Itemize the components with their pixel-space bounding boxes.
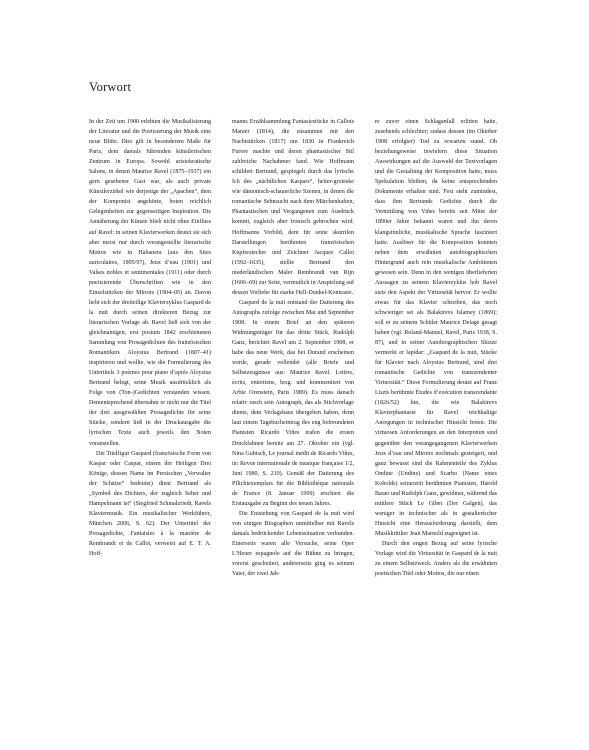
paragraph: Durch den engen Bezug auf seine lyrische Vorlage wird die Virtuosität in Gaspard de la nuit zu einem Selbstzweck. Anders als die erwähnten poetischen Titel oder Mottos, die nur einen bbox=[375, 540, 497, 578]
text-column-2 bbox=[232, 117, 354, 579]
text-column-1 bbox=[89, 117, 211, 559]
page-title: Vorwort bbox=[89, 80, 132, 94]
paragraph: In der Zeit um 1900 erlebten die Musikalisierung der Literatur und die Poetisierung der Musik eine neue Blüte. Dies gilt in besonderem Maße für Paris, dem damals führenden künstlerischen Zentrum in Europa. Sowohl aristokratische Salons, in denen Maurice Ravel (1875–1937) ein gern gesehener Gast war, als auch private Künstlerzirkel wie derjenige der „Apachen“, dem der Komponist angehörte, boten reichlich Gelegenheiten zur gegenseitigen Inspiration. Die Annäherung der Künste blieb nicht ohne Einfluss auf Ravel: in seinen Klavierwerken deutet sie sich aber meist nur durch vorangestellte literarische Mottos wie in Habanera (aus den Sites auriculaires, 1895/97), Jeux d’eau (1901) und Valses nobles et sentimentales (1911) oder durch poetisierende Überschriften wie in den Einzelstücken der Miroirs (1904–05) an. Davon hebt sich der dreiteilige Klavierzyklus Gaspard de la nuit durch seinen direkteren Bezug zur literarischen Vorlage ab. Ravel ließ sich von der gleichnamigen, erst postum 1842 erschienenen Sammlung von Prosagedichten des französischen Romantikers Aloysius Bertrand (1807–41) inspirieren und wollte, wie die Formulierung des Untertitels 3 poèmes pour piano d’après Aloysius Bertrand belegt, seine Musik ausdrücklich als Folge von (Ton-)Gedichten verstanden wissen. Dementsprechend übernahm er nicht nur die Titel der drei ausgewählten Prosagedichte für seine Stücke, sondern ließ in der Druckausgabe die lyrischen Texte auch jeweils den Noten voranstellen. bbox=[89, 119, 211, 447]
paragraph: manns Erzählsammlung Fantasiestücke in Callots Manier (1814), die zusammen mit den Nachtstücken (1817) um 1830 in Frankreich Furore machte und deren phantastischer Stil zahlreiche Nachahmer fand. Wie Hoffmann schildert Bertrand, gespiegelt durch das lyrische Ich des „nächtlichen Kaspars“, heiter-groteske wie dämonisch-schauerliche Szenen, in denen die romantische Sehnsucht nach dem Märchenhaften, Phantastischen und Vergangenen zum Ausdruck kommt, zugleich aber ironisch gebrochen wird. Hoffmanns Vorbild, dem für seine skurrilen Darstellungen berühmten französischen Kupferstecher und Zeichner Jacques Callot (1592–1635), stellte Bertrand den niederländischen Maler Rembrandt van Rijn (1606–69) zur Seite, vermutlich in Anspielung auf dessen Vorliebe für starke Hell-Dunkel-Kontraste. bbox=[232, 119, 354, 296]
paragraph: Die Entstehung von Gaspard de la nuit wird von einigen Biographen unmittelbar mit Ravels damals bedrückender Lebenssituation verbunden. Einerseits waren alle Versuche, seine Oper L’Heure espagnole auf die Bühne zu bringen, vorerst gescheitert, andererseits ging es seinem Vater, der zwei Jah- bbox=[232, 510, 354, 578]
paragraph: Die Titelfigur Gaspard (französische Form von Kaspar oder Caspar, einem der Heiligen Drei Könige, dessen Name im Persischen „Verwalter der Schätze“ bedeutet) dient Bertrand als „Symbol des Dichters, der zugleich Seher und Hampelmann ist“ (Siegfried Schmalzriedt, Ravels Klaviermusik. Ein musikalischer Werkführer, München 2006, S. 62). Der Untertitel der Prosagedichte, Fantaisies à la manière de Rembrandt et de Callot, verweist auf E. T. A. Hoff- bbox=[89, 450, 211, 558]
paragraph: Gaspard de la nuit entstand der Datierung des Autographs zufolge zwischen Mai und September 1908. In einem Brief an den späteren Widmungsträger für das dritte Stück, Rudolph Ganz, berichtet Ravel am 2. September 1908, er habe das neue Werk, das bei Durand erscheinen werde, gerade vollendet (alle Briefe und Selbstzeugnisse aus: Maurice Ravel. Lettres, écrits, entretiens, hrsg. und kommentiert von Arbie Orenstein, Paris 1989). Es muss danach relativ rasch sein Autograph, das als Stichvorlage diente, dem Verlagshaus übergeben haben, denn laut einem Tagebucheintrag des eng befreundeten Pianisten Ricardo Viñes trafen die ersten Druckfahnen bereits am 27. Oktober ein (vgl. Nina Gubisch, Le journal inédit de Ricardo Viñes, in: Revue internationale de musique française 1/2, Juni 1980, S. 210). Gemäß der Datierung des Pflichtexemplars für die Bibliothèque nationale de France (8. Januar 1909) erschien die Erstausgabe zu Beginn des neuen Jahres. bbox=[232, 299, 354, 507]
paragraph: re zuvor einen Schlaganfall erlitten hatte, zusehends schlechter; sodass dessen (im Oktober 1908 erfolgter) Tod zu erwarten stand. Ob beziehungsweise inwiefern diese Situation Auswirkungen auf die Auswahl der Textvorlagen und die Gestaltung der Komposition hatte, muss Spekulation bleiben, da keine entsprechenden Dokumente erhalten sind. Fest steht zumindest, dass ihm Bertrands Gedichte durch die Vermittlung von Viñes bereits seit Mitte der 1890er Jahre bekannt waren und ihn deren klangsinnliche, musikalische Sprache fasziniert hatte. Auslöser für die Komposition konnten neben dem erwähnten autobiographischen Hintergrund auch rein musikalische Ambitionen gewesen sein. Denn in den wenigen überlieferten Aussagen zu seinem Klavierzyklus hob Ravel stets den Aspekt der Virtuosität hervor. Er wollte etwas für das Klavier schreiben, das noch schwieriger sei als Balakirevs Islamey (1869); soll er zu seinem Schüler Maurice Delage gesagt haben (vgl. Roland-Manuel, Ravel, Paris 1938, S. 87), und in seiner Autobiographischen Skizze vermerkt er lapidar: „Gaspard de la nuit, Stücke für Klavier nach Aloysius Bertrand, sind drei romantische Gedichte von transzendenter Virtuosität.“ Diese Formulierung deutet auf Franz Liszts berühmte Études d’exécution transcendante (1826/52) hin, die wie Balakirevs Klavierphantasie für Ravel reichhaltige Anregungen in technischer Hinsicht boten. Die virtuosen Anforderungen an den Interpreten sind gegenüber den vorangegangenen Klavierwerken Jeux d’eau und Miroirs nochmals gesteigert, und ganz bewusst sind die Rahmenteile des Zyklus Ondine (Undine) und Scarbo (Name eines Kobolds) seinerzeit berühmten Pianisten, Harold Bauer und Rudolph Ganz, gewidmet, während das mittlere Stück Le Gibet (Der Galgen), das weniger in technischer als in gestalterischer Hinsicht eine Herausforderung darstellt, dem Musikkritiker Jean Marnold zugeeignet ist. bbox=[375, 119, 497, 537]
text-column-3 bbox=[375, 117, 497, 579]
